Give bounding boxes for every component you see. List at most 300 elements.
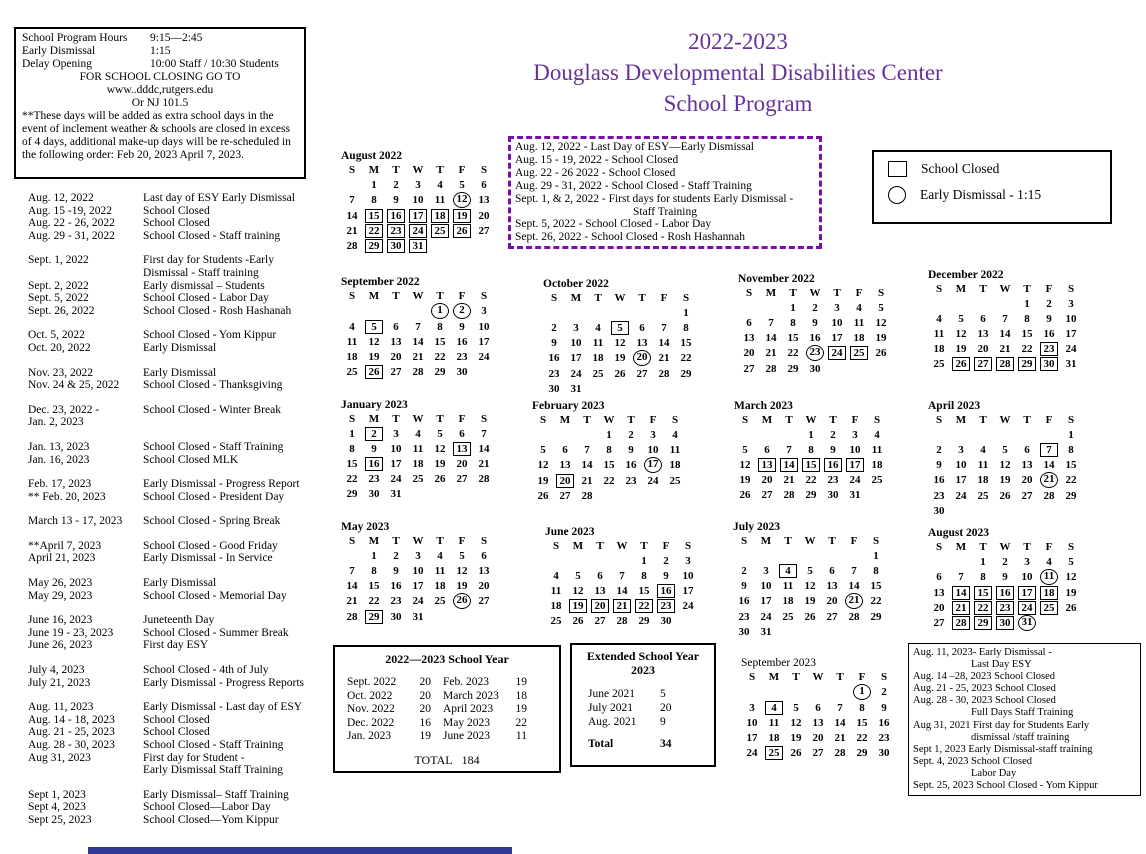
calendar-week-row	[928, 427, 1082, 442]
dow-header: S	[480, 290, 488, 302]
calendar-day-school-closed: 30	[996, 616, 1014, 630]
calendar-cell	[843, 548, 865, 563]
calendar-day-school-closed: 24	[1018, 601, 1036, 615]
calendar-cell	[785, 684, 807, 700]
calendar-day: 13	[390, 335, 402, 348]
calendar-day: 2	[393, 549, 399, 562]
calendar-cell	[363, 456, 385, 471]
dow-header: M	[368, 535, 380, 547]
calendar-day: 22	[603, 474, 615, 487]
calendar-cell	[611, 598, 633, 613]
calendar-day: 25	[871, 473, 883, 486]
calendar-cell	[756, 487, 778, 502]
dow-header: F	[662, 540, 670, 552]
calendar-cell	[532, 457, 554, 473]
calendar-cell	[631, 320, 653, 335]
calendar-day: 28	[765, 362, 777, 375]
title-center-name: Douglass Developmental Disabilities Center	[533, 60, 943, 85]
calendar-day: 21	[783, 473, 795, 486]
dow-header: T	[792, 671, 800, 683]
schedule-date: Sept. 26, 2022	[28, 304, 95, 317]
calendar-day-early-dismissal: 26	[453, 593, 471, 609]
schedule-group	[28, 664, 333, 689]
dow-header: S	[552, 540, 560, 552]
calendar-day: 16	[933, 474, 945, 486]
school-year-days: 20	[419, 703, 431, 715]
calendar-month-title: October 2022	[543, 278, 609, 290]
schedule-row	[28, 764, 333, 777]
calendar-cell	[451, 593, 473, 609]
schedule-description: Early Dismissal– Staff Training	[143, 788, 289, 801]
calendar-day: 29	[434, 365, 446, 378]
calendar-week-row	[341, 471, 495, 486]
calendar-day: 11	[434, 564, 446, 577]
calendar-cell	[1016, 341, 1038, 356]
calendar-day: 18	[592, 352, 604, 364]
school-year-month: March 2023	[443, 689, 499, 702]
dow-header: T	[829, 414, 837, 426]
calendar-cell	[451, 192, 473, 208]
dow-header: T	[436, 535, 444, 547]
calendar-day: 4	[415, 427, 421, 440]
calendar-day: 10	[412, 564, 424, 577]
calendar-cell	[576, 457, 598, 473]
calendar-cell	[543, 335, 565, 350]
calendar-cell	[429, 456, 451, 471]
schedule-date: Sept 4, 2023	[28, 801, 86, 814]
calendar-cell	[738, 345, 760, 361]
summary-line: Aug. 15 - 19, 2022 - School Closed	[515, 153, 679, 166]
calendar-cell	[994, 296, 1016, 311]
calendar-cell	[407, 334, 429, 349]
summary-line: Aug. 12, 2022 - Last Day of ESY—Early Dismissal	[515, 141, 754, 153]
calendar-cell	[800, 487, 822, 502]
calendar-day: 3	[393, 427, 399, 440]
calendar-cell	[734, 442, 756, 457]
calendar-day: 3	[852, 428, 858, 441]
calendar-cell	[950, 457, 972, 472]
calendar-day: 15	[1065, 458, 1077, 471]
calendar-cell	[675, 350, 697, 366]
calendar-week-row	[928, 554, 1082, 569]
schedule-group	[28, 254, 333, 317]
note-line: Aug. 11, 2023- Early Dismissal -	[913, 647, 1052, 658]
calendar-month-title: November 2022	[738, 273, 815, 285]
calendar-week-row	[532, 427, 686, 442]
calendar-day-school-closed: 14	[952, 586, 970, 600]
calendar-day: 8	[859, 701, 865, 714]
calendar-cell	[664, 427, 686, 442]
schedule-row	[28, 491, 333, 504]
calendar-cell	[429, 563, 451, 578]
dow-header: W	[412, 290, 424, 302]
extended-school-year-box	[570, 643, 716, 767]
calendar-week-row	[341, 441, 495, 456]
calendar-day-school-closed: 22	[365, 224, 383, 238]
schedule-date: Oct. 20, 2022	[28, 341, 91, 354]
calendar-day: 6	[481, 178, 487, 191]
calendar-cell	[385, 349, 407, 364]
calendar-cell	[950, 600, 972, 615]
calendar-day: 1	[790, 301, 796, 314]
calendar-cell	[341, 364, 363, 379]
calendar-dow-row	[733, 534, 887, 548]
calendar-day: 8	[808, 443, 814, 456]
schedule-row	[28, 540, 333, 553]
calendar-cell	[473, 319, 495, 334]
calendar-cell	[385, 486, 407, 501]
schedule-date: Aug. 11, 2023	[28, 701, 94, 714]
calendar-day: 24	[412, 595, 424, 607]
calendar-cell	[822, 427, 844, 442]
calendar-cell	[1060, 442, 1082, 457]
calendar-day-school-closed: 25	[431, 224, 449, 238]
calendar-cell	[1016, 503, 1038, 518]
calendar-week-row	[532, 473, 686, 488]
calendar-cell	[554, 457, 576, 473]
calendar-cell	[972, 472, 994, 488]
calendar-cell	[407, 593, 429, 609]
calendar-grid	[543, 291, 697, 396]
calendar-day: 23	[933, 489, 945, 502]
calendar-day: 14	[848, 579, 860, 592]
calendar-day: 28	[1043, 489, 1055, 502]
calendar-cell	[738, 315, 760, 330]
calendar-september-2022	[341, 276, 503, 379]
schedule-date: Nov. 24 & 25, 2022	[28, 379, 120, 392]
calendar-week-row	[341, 319, 495, 334]
calendar-cell	[609, 335, 631, 350]
calendar-cell	[543, 350, 565, 366]
school-year-row	[443, 730, 527, 744]
calendar-day: 21	[658, 352, 670, 364]
calendar-cell	[1060, 356, 1082, 371]
calendar-cell	[928, 296, 950, 311]
calendar-cell	[782, 361, 804, 376]
calendar-cell	[567, 598, 589, 613]
calendar-day: 28	[616, 614, 628, 627]
schedule-date: May 29, 2023	[28, 589, 93, 602]
calendar-cell	[363, 319, 385, 334]
calendar-cell	[972, 615, 994, 631]
calendar-cell	[473, 563, 495, 578]
august-september-summary-box	[508, 136, 822, 249]
calendar-dow-row	[741, 670, 895, 684]
schedule-description: School Closed	[143, 204, 210, 217]
info-label: Early Dismissal	[22, 45, 96, 57]
calendar-day: 12	[368, 335, 380, 348]
calendar-cell	[826, 315, 848, 330]
calendar-cell	[928, 311, 950, 326]
calendar-cell	[545, 598, 567, 613]
calendar-cell	[950, 296, 972, 311]
calendar-cell	[677, 568, 699, 583]
calendar-day: 21	[478, 457, 490, 470]
schedule-date: Oct. 5, 2022	[28, 329, 85, 342]
calendar-cell	[385, 223, 407, 238]
calendar-day: 22	[368, 595, 380, 607]
calendar-week-row	[341, 609, 495, 624]
schedule-row	[28, 752, 333, 765]
calendar-cell	[451, 349, 473, 364]
info-row	[22, 58, 298, 71]
calendar-day-school-closed: 26	[952, 357, 970, 371]
note-line: Sept. 4, 2023 School Closed	[913, 755, 1033, 767]
calendar-day: 18	[933, 342, 945, 355]
calendar-day: 28	[834, 746, 846, 759]
calendar-day: 23	[625, 474, 637, 487]
calendar-day: 18	[977, 474, 989, 486]
calendar-day: 19	[1065, 586, 1077, 599]
calendar-day: 27	[456, 472, 468, 485]
dow-header: T	[789, 287, 797, 299]
schedule-row	[28, 714, 333, 727]
info-centered-line: FOR SCHOOL CLOSING GO TO	[79, 71, 241, 83]
calendar-october-2022	[543, 278, 705, 396]
calendar-cell	[1038, 615, 1060, 631]
calendar-cell	[763, 745, 785, 760]
schedule-description: School Closed—Labor Day	[143, 801, 271, 814]
calendar-cell	[407, 192, 429, 208]
calendar-cell	[844, 457, 866, 472]
calendar-cell	[429, 471, 451, 486]
info-value: 10:00 Staff / 10:30 Students	[150, 58, 279, 70]
calendar-cell	[385, 364, 407, 379]
schedule-date: Feb. 17, 2023	[28, 478, 92, 491]
calendar-cell	[851, 745, 873, 760]
calendar-cell	[587, 350, 609, 366]
calendar-week-row	[543, 366, 697, 381]
page-title	[330, 26, 1146, 119]
calendar-cell	[972, 585, 994, 600]
calendar-day: 16	[625, 459, 637, 471]
calendar-day: 14	[346, 209, 358, 222]
calendar-cell	[800, 442, 822, 457]
calendar-week-row	[738, 345, 892, 361]
calendar-cell	[994, 585, 1016, 600]
dow-header: M	[572, 540, 584, 552]
calendar-cell	[407, 349, 429, 364]
calendar-dow-row	[928, 282, 1082, 296]
calendar-day: 16	[809, 331, 821, 344]
school-closed-square-icon	[888, 161, 907, 177]
calendar-day-school-closed: 22	[974, 601, 992, 615]
calendar-day: 13	[933, 586, 945, 599]
calendar-cell	[363, 334, 385, 349]
calendar-cell	[385, 303, 407, 319]
calendar-day: 17	[760, 595, 772, 607]
calendar-day: 20	[761, 473, 773, 486]
calendar-week-row	[341, 349, 495, 364]
calendar-grid	[532, 413, 686, 503]
calendar-day-school-closed: 16	[996, 586, 1014, 600]
schedule-date: Sept. 2, 2022	[28, 279, 89, 292]
calendar-day-early-dismissal: 31	[1018, 615, 1036, 631]
calendar-cell	[407, 238, 429, 253]
calendar-grid	[734, 413, 888, 502]
calendar-cell	[972, 442, 994, 457]
calendar-cell	[733, 578, 755, 593]
calendar-day-school-closed: 16	[824, 458, 842, 472]
calendar-day: 11	[768, 716, 780, 729]
schedule-row	[28, 552, 333, 565]
legend-school-closed-label: School Closed	[921, 161, 1000, 176]
calendar-month-title: September 2023	[741, 657, 817, 669]
calendar-day: 6	[980, 312, 986, 325]
calendar-cell	[653, 350, 675, 366]
calendar-day: 7	[1002, 312, 1008, 325]
calendar-day: 2	[551, 321, 557, 334]
calendar-cell	[587, 366, 609, 381]
calendar-cell	[928, 341, 950, 356]
calendar-cell	[777, 609, 799, 624]
calendar-cell	[653, 305, 675, 320]
calendar-day: 18	[782, 595, 794, 607]
calendar-cell	[565, 305, 587, 320]
calendar-week-row	[341, 238, 495, 253]
calendar-day-school-closed: 14	[780, 458, 798, 472]
school-year-month: Sept. 2022	[347, 676, 397, 688]
esy-days: 5	[660, 688, 666, 700]
calendar-day: 8	[790, 316, 796, 329]
calendar-cell	[451, 486, 473, 501]
calendar-week-row	[734, 442, 888, 457]
calendar-day: 25	[782, 610, 794, 623]
calendar-day: 10	[390, 442, 402, 455]
calendar-day-school-closed: 5	[365, 320, 383, 334]
calendar-cell	[429, 441, 451, 456]
calendar-day: 1	[1024, 297, 1030, 310]
calendar-cell	[870, 300, 892, 315]
calendar-cell	[429, 177, 451, 192]
calendar-day: 15	[856, 716, 868, 729]
school-year-days: 19	[515, 676, 527, 688]
schedule-description: School Closed - President Day	[143, 490, 285, 503]
calendar-day: 11	[933, 327, 945, 340]
calendar-week-row	[928, 311, 1082, 326]
calendar-day: 17	[682, 584, 694, 597]
calendar-cell	[851, 730, 873, 745]
calendar-day: 25	[346, 365, 358, 378]
calendar-day-school-closed: 29	[1018, 357, 1036, 371]
schedule-row	[28, 416, 333, 429]
dow-header: T	[979, 541, 987, 553]
calendar-week-row	[532, 442, 686, 457]
calendar-day: 13	[559, 459, 571, 471]
calendar-day: 20	[478, 209, 490, 222]
calendar-cell	[451, 177, 473, 192]
schedule-row	[28, 254, 333, 267]
title-program: School Program	[663, 91, 813, 116]
calendar-week-row	[734, 457, 888, 472]
calendar-cell	[972, 488, 994, 503]
calendar-cell	[755, 593, 777, 609]
calendar-cell	[821, 609, 843, 624]
calendar-cell	[782, 330, 804, 345]
calendar-day-school-closed: 31	[409, 239, 427, 253]
dow-header: T	[392, 413, 400, 425]
calendar-cell	[1060, 554, 1082, 569]
calendar-cell	[829, 730, 851, 745]
calendar-day: 15	[368, 579, 380, 592]
dow-header: T	[627, 414, 635, 426]
calendar-cell	[407, 208, 429, 223]
info-row	[22, 32, 298, 45]
calendar-cell	[341, 319, 363, 334]
calendar-cell	[756, 442, 778, 457]
calendar-cell	[675, 320, 697, 335]
calendar-day: 14	[765, 331, 777, 344]
dow-header: T	[594, 292, 602, 304]
schedule-description: Juneteenth Day	[143, 614, 215, 627]
calendar-cell	[734, 427, 756, 442]
legend-early-dismissal-label: Early Dismissal - 1:15	[920, 187, 1042, 202]
calendar-cell	[675, 305, 697, 320]
calendar-day: 28	[412, 365, 424, 378]
calendar-day: 24	[682, 599, 694, 612]
schedule-date: Aug. 21 - 25, 2023	[28, 726, 115, 739]
calendar-day: 20	[743, 347, 755, 359]
calendar-day-school-closed: 17	[409, 209, 427, 223]
calendar-day: 20	[933, 601, 945, 614]
calendar-day: 24	[1065, 342, 1077, 355]
calendar-day: 22	[346, 472, 358, 485]
calendar-day: 9	[1002, 571, 1008, 583]
calendar-day: 1	[1068, 428, 1074, 441]
calendar-day-school-closed: 5	[611, 321, 629, 335]
calendar-day: 3	[415, 178, 421, 191]
dow-header: S	[877, 287, 885, 299]
calendar-day: 7	[958, 571, 964, 583]
calendar-day-school-closed: 18	[431, 209, 449, 223]
calendar-day-school-closed: 19	[453, 209, 471, 223]
school-year-days: 20	[419, 689, 431, 702]
calendar-cell	[807, 684, 829, 700]
calendar-day: 5	[459, 178, 465, 191]
calendar-day: 15	[870, 579, 882, 592]
calendar-cell	[664, 457, 686, 473]
calendar-cell	[567, 583, 589, 598]
calendar-day: 20	[390, 350, 402, 363]
calendar-day: 26	[790, 746, 802, 759]
calendar-day-early-dismissal: 1	[431, 303, 449, 319]
calendar-cell	[1016, 569, 1038, 585]
calendar-day: 11	[669, 443, 681, 456]
calendar-day: 19	[739, 473, 751, 486]
calendar-day: 4	[874, 428, 880, 441]
school-year-month: Feb. 2023	[443, 676, 489, 688]
calendar-cell	[429, 208, 451, 223]
calendar-december-2022	[928, 269, 1090, 371]
calendar-day: 7	[349, 564, 355, 577]
calendar-cell	[407, 303, 429, 319]
note-line: Sept. 25, 2023 School Closed - Yom Kippur	[913, 780, 1098, 792]
calendar-month-title: March 2023	[734, 400, 793, 412]
calendar-cell	[675, 366, 697, 381]
dow-header: W	[412, 164, 424, 176]
calendar-day: 15	[1021, 327, 1033, 340]
schedule-description: Early Dismissal Staff Training	[143, 764, 284, 777]
calendar-cell	[407, 364, 429, 379]
bottom-scrollbar[interactable]	[88, 847, 512, 854]
schedule-row	[28, 627, 333, 640]
calendar-cell	[734, 487, 756, 502]
calendar-cell	[866, 427, 888, 442]
calendar-cell	[363, 303, 385, 319]
schedule-date: Aug. 14 - 18, 2023	[28, 713, 115, 726]
calendar-day: 13	[977, 327, 989, 340]
schedule-row	[28, 342, 333, 355]
